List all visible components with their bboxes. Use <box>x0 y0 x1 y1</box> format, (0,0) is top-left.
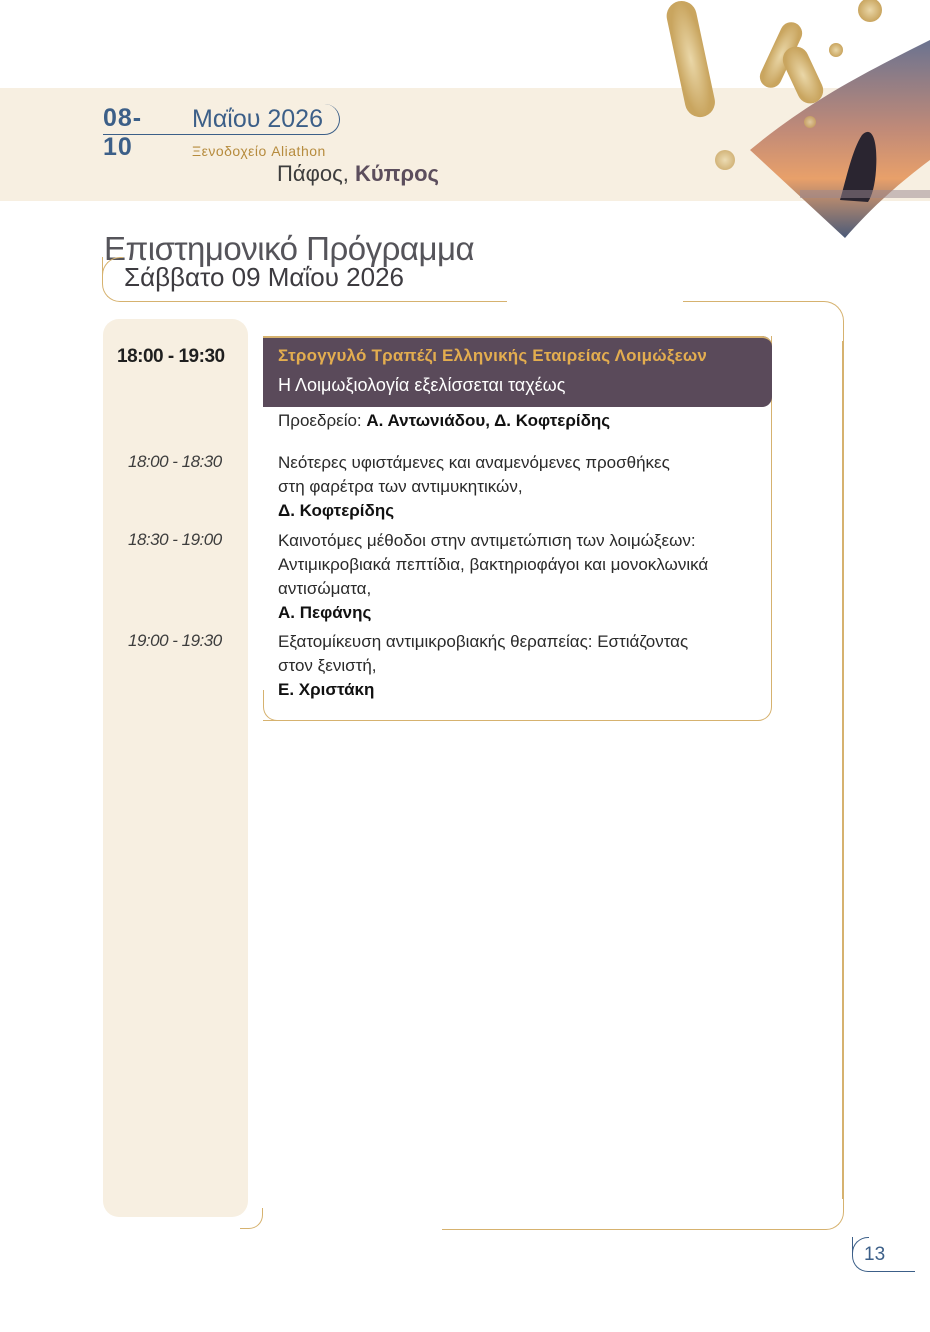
day-label: Σάββατο 09 Μαΐου 2026 <box>124 262 404 292</box>
talk-time: 19:00 - 19:30 <box>128 631 222 650</box>
talk-title-line: στον ξενιστή, <box>278 656 377 675</box>
header-decoration-image <box>640 0 930 250</box>
frame-right <box>842 341 844 1199</box>
talk-title-line: Εξατομίκευση αντιμικροβιακής θεραπείας: Εστιάζοντας <box>278 632 689 651</box>
talk-item <box>278 451 748 523</box>
talk-title-line: Καινοτόμες μέθοδοι στην αντιμετώπιση των λοιμώξεων: <box>278 531 696 550</box>
event-city <box>277 161 439 187</box>
session-title: Στρογγυλό Τραπέζι Ελληνικής Εταιρείας Λοιμώξεων <box>278 346 708 365</box>
session-time: 18:00 - 19:30 <box>117 346 225 367</box>
talk-title-line: αντισώματα, <box>278 579 372 598</box>
dates-range: 08-10 <box>103 104 143 161</box>
talk-item <box>278 630 748 702</box>
chairs-label: Προεδρείο: <box>278 411 362 430</box>
talk-time: 18:30 - 19:00 <box>128 530 222 549</box>
talk-speaker: Α. Πεφάνης <box>278 603 372 622</box>
chairs-names: Α. Αντωνιάδου, Δ. Κοφτερίδης <box>366 411 611 430</box>
talk-speaker: Ε. Χριστάκη <box>278 680 375 699</box>
talk-title-line: στη φαρέτρα των αντιμυκητικών, <box>278 477 523 496</box>
session-chairs <box>278 411 610 431</box>
venue-name: Ξενοδοχείο Aliathon <box>192 143 326 159</box>
talk-time: 18:00 - 18:30 <box>128 452 222 471</box>
country-name: Κύπρος <box>354 161 439 186</box>
talk-title-line: Αντιμικροβιακά πεπτίδια, βακτηριοφάγοι και μονοκλωνικά <box>278 555 709 574</box>
session-subtitle: Η Λοιμωξιολογία εξελίσσεται ταχέως <box>278 375 566 395</box>
city-name: Πάφος, <box>277 161 349 186</box>
talk-item <box>278 529 748 625</box>
talk-speaker: Δ. Κοφτερίδης <box>278 501 395 520</box>
page-number: 13 <box>864 1244 886 1265</box>
frame-bottom-right <box>442 1189 844 1230</box>
dates-month: Μαΐου 2026 <box>192 105 323 133</box>
talk-title-line: Νεότερες υφιστάμενες και αναμενόμενες προσθήκες <box>278 453 670 472</box>
page-title: Επιστημονικό Πρόγραμμα <box>104 230 475 268</box>
